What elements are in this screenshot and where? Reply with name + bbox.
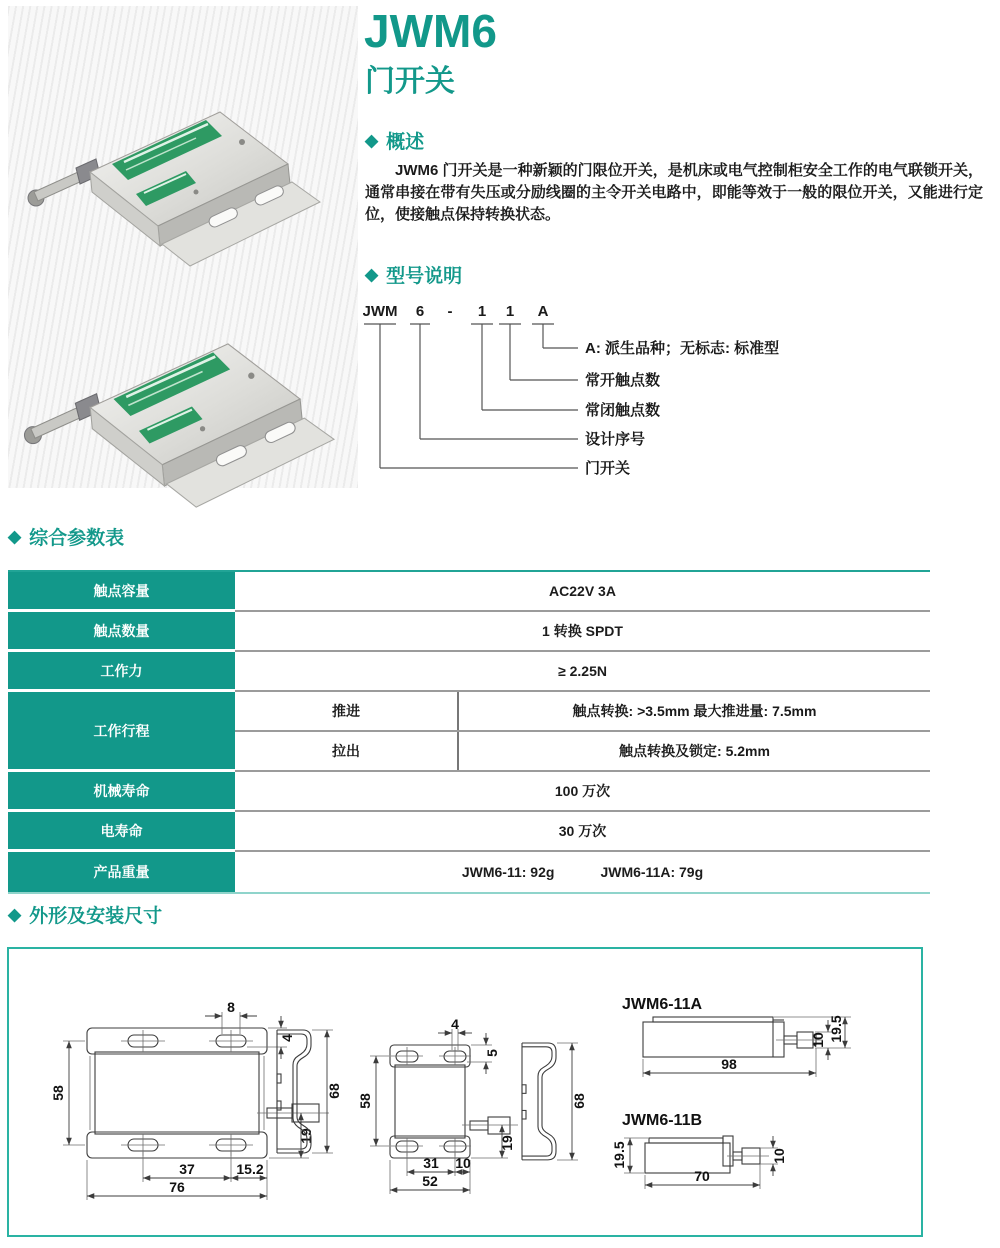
section-title: 概述 bbox=[386, 132, 425, 153]
side-view-jwm6-11a bbox=[622, 996, 851, 1077]
model-label: 设计序号 bbox=[585, 431, 646, 448]
model-part: A bbox=[537, 303, 549, 320]
section-title: 外形及安装尺寸 bbox=[29, 906, 163, 927]
dim-pin: 10 bbox=[810, 1032, 826, 1048]
row-label: 触点数量 bbox=[8, 612, 235, 652]
section-heading-model bbox=[365, 261, 462, 288]
dim-flange: 4 bbox=[279, 1034, 295, 1042]
subrow-value: 触点转换: >3.5mm 最大推进量: 7.5mm bbox=[572, 703, 817, 719]
dim-height: 19.5 bbox=[611, 1141, 627, 1169]
row-label: 工作行程 bbox=[8, 692, 235, 772]
model-label: 常开触点数 bbox=[585, 372, 661, 389]
row-value: 100 万次 bbox=[235, 772, 930, 812]
subrow-name: 拉出 bbox=[235, 732, 459, 770]
dimension-drawings-panel bbox=[7, 947, 923, 1237]
parameters-table bbox=[8, 570, 930, 894]
dim-edge: 10 bbox=[455, 1155, 471, 1171]
table-row-stroke bbox=[8, 692, 930, 772]
dimension-drawings bbox=[9, 949, 921, 1235]
table-subrow bbox=[235, 692, 930, 730]
dim-pin: 19 bbox=[298, 1128, 314, 1144]
section-title: 综合参数表 bbox=[29, 528, 125, 549]
overview-paragraph: JWM6 门开关是一种新颖的门限位开关，是机床或电气控制柜安全工作的电气联锁开关，通常串接在带有失压或分励线圈的主令开关电路中，即能等效于一般的限位开关，又能进行定位，使接触点保持转换状态。 bbox=[365, 162, 983, 223]
row-value: AC22V 3A bbox=[235, 572, 930, 612]
dim-hole-pitch: 37 bbox=[179, 1161, 195, 1177]
section-heading-params bbox=[8, 523, 124, 550]
dim-height: 68 bbox=[326, 1083, 342, 1099]
row-value bbox=[235, 852, 930, 892]
page-subtitle: 门开关 bbox=[365, 65, 455, 98]
table-row bbox=[8, 652, 930, 692]
side-view-jwm6-11b bbox=[611, 1112, 787, 1189]
model-code-diagram bbox=[363, 298, 963, 486]
row-label: 触点容量 bbox=[8, 572, 235, 612]
row-value: ≥ 2.25N bbox=[235, 652, 930, 692]
dim-edge: 15.2 bbox=[236, 1161, 264, 1177]
row-label: 产品重量 bbox=[8, 852, 235, 892]
product-photo-bottom bbox=[14, 302, 359, 542]
diamond-icon: ◆ bbox=[8, 527, 22, 546]
model-label: 门开关 bbox=[585, 460, 631, 477]
table-row bbox=[8, 612, 930, 652]
front-view-large bbox=[50, 999, 329, 1200]
bracket-profile-small bbox=[522, 1043, 587, 1160]
model-part: - bbox=[447, 303, 453, 320]
weight-value-2: JWM6-11A: 79g bbox=[600, 864, 704, 880]
row-label: 工作力 bbox=[8, 652, 235, 692]
subrow-value: 触点转换及锁定: 5.2mm bbox=[619, 743, 770, 759]
dim-height: 68 bbox=[571, 1093, 587, 1109]
table-row bbox=[8, 772, 930, 812]
subrow-name: 推进 bbox=[235, 692, 459, 730]
dim-height: 19.5 bbox=[828, 1015, 844, 1043]
dim-slot: 8 bbox=[227, 999, 235, 1015]
weight-value-1: JWM6-11: 92g bbox=[461, 864, 555, 880]
row-value: 30 万次 bbox=[235, 812, 930, 852]
model-part: 1 bbox=[505, 303, 515, 320]
section-title: 型号说明 bbox=[386, 266, 463, 287]
row-value: 1 转换 SPDT bbox=[235, 612, 930, 652]
front-view-small bbox=[357, 1016, 518, 1194]
page-title: JWM6 bbox=[364, 5, 497, 57]
dim-pin: 19 bbox=[499, 1135, 515, 1151]
model-part: 6 bbox=[415, 303, 425, 320]
diamond-icon: ◆ bbox=[8, 905, 22, 924]
dim-length: 70 bbox=[694, 1168, 710, 1184]
diamond-icon: ◆ bbox=[365, 265, 379, 284]
dim-width: 76 bbox=[169, 1179, 185, 1195]
model-label: 常闭触点数 bbox=[585, 402, 661, 419]
row-label: 机械寿命 bbox=[8, 772, 235, 812]
diamond-icon: ◆ bbox=[365, 131, 379, 150]
figure-caption: JWM6-11A bbox=[622, 996, 703, 1013]
dim-hole-pitch: 31 bbox=[423, 1155, 439, 1171]
table-row bbox=[8, 572, 930, 612]
product-photo-area bbox=[8, 6, 358, 488]
dim-slot: 4 bbox=[451, 1016, 459, 1032]
dim-width: 52 bbox=[422, 1173, 438, 1189]
dim-flange: 5 bbox=[484, 1049, 500, 1057]
dim-height: 58 bbox=[50, 1085, 66, 1101]
dim-length: 98 bbox=[721, 1056, 737, 1072]
section-heading-dimensions bbox=[8, 901, 162, 928]
model-part: 1 bbox=[477, 303, 487, 320]
dim-pin: 10 bbox=[771, 1148, 787, 1164]
dim-height: 58 bbox=[357, 1093, 373, 1109]
model-part: JWM bbox=[363, 303, 398, 320]
figure-caption: JWM6-11B bbox=[622, 1112, 703, 1129]
product-photo-top bbox=[20, 80, 350, 310]
table-row bbox=[8, 812, 930, 852]
row-label: 电寿命 bbox=[8, 812, 235, 852]
table-subrow bbox=[235, 730, 930, 770]
section-heading-overview bbox=[365, 127, 424, 154]
model-label: A: 派生品种；无标志: 标准型 bbox=[585, 340, 780, 357]
stroke-subtable bbox=[235, 692, 930, 772]
table-row bbox=[8, 852, 930, 892]
